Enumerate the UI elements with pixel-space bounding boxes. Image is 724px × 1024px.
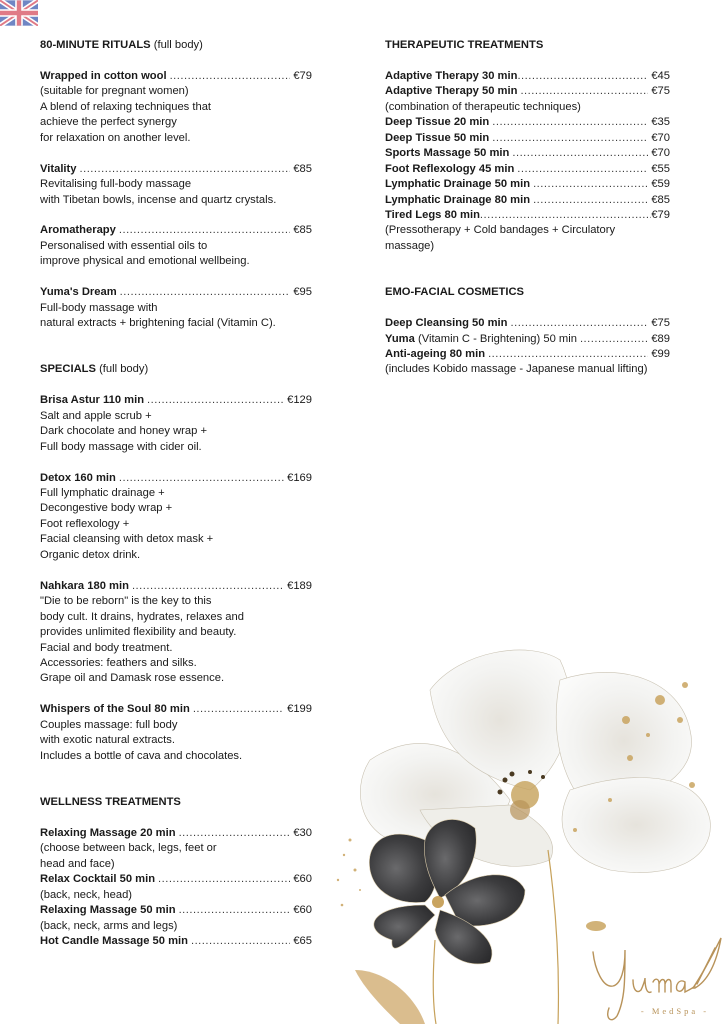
menu-item-aromatherapy: Aromatherapy ..... €85 Personalised with essential oils to improve physical and emotional wellbeing. [40,223,312,269]
price: €59 [651,178,670,191]
menu-item-yumas-dream: Yuma's Dream ..... €95 Full-body massage with natural extracts + brightening facial (Vitamin C). [40,285,312,331]
price: €95 [293,286,312,299]
dot-leader [580,332,648,347]
menu-item-tired-legs-80: Tired Legs 80 min ..... €79 [385,208,670,223]
menu-item-brisa-astur: Brisa Astur 110 min ..... €129 Salt and apple scrub + Dark chocolate and honey wrap + Full body massage with cider oil. [40,393,312,455]
price: €79 [651,208,670,221]
menu-item-wrapped-cotton-wool: Wrapped in cotton wool ..... €79 (suitable for pregnant women) A blend of relaxing techniques that achieve the perfect synergy for relaxation on another level. [40,69,312,146]
price: €129 [287,394,312,407]
price: €65 [293,935,312,948]
section-heading-rituals: 80-MINUTE RITUALS (full body) [40,39,203,51]
item-note: (includes Kobido massage - Japanese manual lifting) [385,363,648,376]
menu-item-anti-ageing-80: Anti-ageing 80 min ..... €99 [385,347,670,362]
price: €169 [287,471,312,484]
dot-leader [79,162,290,177]
menu-item-foot-reflexology-45: Foot Reflexology 45 min ..... €55 [385,162,670,177]
yuma-medspa-logo [585,930,724,1024]
dot-leader [517,162,648,177]
item-note: (combination of therapeutic techniques) [385,100,581,113]
dot-leader [191,934,290,949]
price: €85 [293,162,312,175]
section-heading-therapeutic: THERAPEUTIC TREATMENTS [385,39,544,51]
price: €85 [293,224,312,237]
price: €99 [651,348,670,361]
menu-item-lymphatic-drainage-50: Lymphatic Drainage 50 min ..... €59 [385,177,670,192]
menu-item-detox: Detox 160 min ..... €169 Full lymphatic drainage + Decongestive body wrap + Foot reflexology + Facial cleansing with detox mask + Organic detox drink. [40,471,312,564]
menu-item-adaptive-therapy-30: Adaptive Therapy 30 min ..... €45 [385,69,670,84]
dot-leader [193,702,284,717]
price: €189 [287,579,312,592]
dot-leader [132,579,284,594]
menu-item-sports-massage-50: Sports Massage 50 min ..... €70 [385,146,670,161]
logo-subtitle: - MedSpa - [640,1006,710,1016]
price: €79 [293,69,312,82]
menu-item-deep-tissue-50: Deep Tissue 50 min ..... €70 [385,131,670,146]
item-note: massage) [385,239,435,252]
dot-leader [517,69,648,84]
gold-leaf [355,970,425,1024]
menu-item-deep-cleansing-50: Deep Cleansing 50 min ..... €75 [385,316,670,331]
price: €30 [293,826,312,839]
menu-item-relaxing-massage-20: Relaxing Massage 20 min ..... €30 (choose between back, legs, feet or head and face) [40,826,312,872]
price: €35 [651,116,670,129]
menu-item-hot-candle-massage: Hot Candle Massage 50 min ..... €65 [40,934,312,949]
dot-leader [120,285,291,300]
menu-item-yuma-facial: Yuma (Vitamin C - Brightening) 50 min ..... €89 [385,332,670,347]
price: €60 [293,873,312,886]
section-heading-specials: SPECIALS (full body) [40,363,149,376]
menu-item-relaxing-massage-50: Relaxing Massage 50 min ..... €60 (back, neck, arms and legs) [40,903,312,934]
right-column [385,38,670,378]
price: €70 [651,131,670,144]
dot-leader [158,872,290,887]
menu-item-lymphatic-drainage-80: Lymphatic Drainage 80 min ..... €85 [385,193,670,208]
section-heading-wellness: WELLNESS TREATMENTS [40,796,181,809]
dot-leader [179,903,291,918]
price: €85 [651,193,670,206]
dot-leader [533,193,648,208]
dot-leader [170,69,291,84]
dot-leader [488,347,648,362]
dot-leader [533,177,648,192]
uk-flag-icon[interactable] [0,0,38,26]
dot-leader [119,223,290,238]
price: €55 [651,162,670,175]
section-heading-facial: EMO-FACIAL COSMETICS [385,286,525,299]
price: €75 [651,317,670,330]
price: €60 [293,904,312,917]
price: €70 [651,147,670,160]
dot-leader [480,208,651,223]
dot-leader [179,826,291,841]
menu-item-nahkara: Nahkara 180 min ..... €189 "Die to be reborn" is the key to this body cult. It drains, hydrates, relaxes and provides unlimited flexibility and beauty. Facial and body treatment. Accessories: feathers and silks. Grape oil and Damask rose essence. [40,579,312,687]
price: €199 [287,703,312,716]
dot-leader [119,471,284,486]
dot-leader [492,131,648,146]
menu-item-adaptive-therapy-50: Adaptive Therapy 50 min ..... €75 [385,84,670,99]
item-note: (Pressotherapy + Cold bandages + Circulatory [385,224,616,237]
price: €89 [651,332,670,345]
price: €45 [651,69,670,82]
dot-leader [147,393,284,408]
dot-leader [520,84,648,99]
menu-item-relax-cocktail: Relax Cocktail 50 min ..... €60 (back, neck, head) [40,872,312,903]
dot-leader [512,146,648,161]
left-column [40,38,312,950]
dot-leader [492,115,648,130]
dot-leader [510,316,648,331]
menu-item-vitality: Vitality ..... €85 Revitalising full-body massage with Tibetan bowls, incense and quartz crystals. [40,162,312,208]
price: €75 [651,85,670,98]
menu-item-whispers-of-the-soul: Whispers of the Soul 80 min ..... €199 Couples massage: full body with exotic natural extracts. Includes a bottle of cava and chocolates. [40,702,312,764]
menu-item-deep-tissue-20: Deep Tissue 20 min ..... €35 [385,115,670,130]
